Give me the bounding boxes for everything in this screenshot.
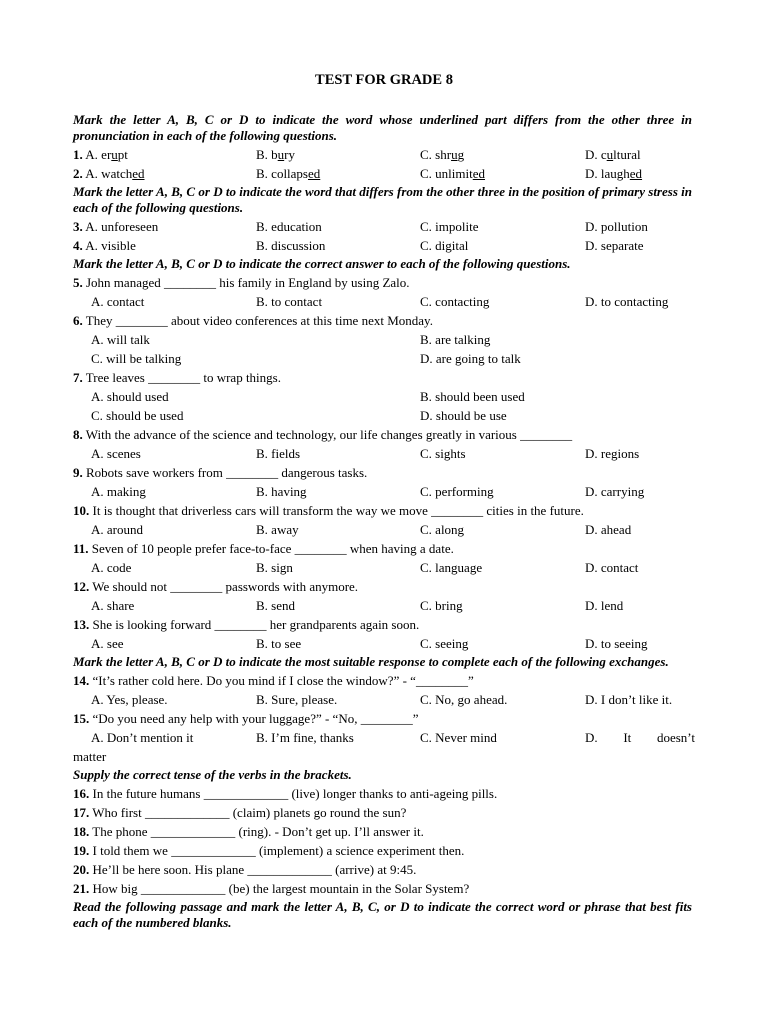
option-a: A. see: [91, 636, 124, 651]
section-instruction-pronunciation: Mark the letter A, B, C or D to indicate the word whose underlined part differs from the other three in pronunciation in each of the following questions.: [73, 112, 692, 143]
question-15-option-d-continued: matter: [73, 749, 107, 764]
option-b: B. discussion: [256, 238, 326, 253]
question-5: 5. John managed ________ his family in England by using Zalo.: [73, 275, 410, 290]
question-12-options: [73, 596, 692, 615]
section-instruction-exchanges: Mark the letter A, B, C or D to indicate the most suitable response to complete each of the following exchanges.: [73, 654, 669, 669]
question-9: 9. Robots save workers from ________ dangerous tasks.: [73, 465, 368, 480]
question-9-options: [73, 482, 692, 501]
option-d: D. cultural: [585, 147, 641, 162]
option-a: A. scenes: [91, 446, 141, 461]
option-b: B. Sure, please.: [256, 692, 338, 707]
option-b: B. send: [256, 598, 295, 613]
option-d: D. lend: [585, 598, 624, 613]
question-14: 14. “It’s rather cold here. Do you mind if I close the window?” - “________”: [73, 673, 474, 688]
question-20: 20. He’ll be here soon. His plane _____________ (arrive) at 9:45.: [73, 862, 417, 877]
option-a: A. should used: [91, 389, 169, 404]
question-13-options: [73, 634, 692, 653]
question-14-options: [73, 690, 692, 709]
question-12: 12. We should not ________ passwords with anymore.: [73, 579, 359, 594]
option-a: 2. A. watched: [73, 166, 145, 181]
option-a: A. Yes, please.: [91, 692, 168, 707]
option-d: D. carrying: [585, 484, 645, 499]
option-b: B. sign: [256, 560, 293, 575]
question-21: 21. How big _____________ (be) the largest mountain in the Solar System?: [73, 881, 470, 896]
option-c: C. digital: [420, 238, 469, 253]
option-b: B. to see: [256, 636, 302, 651]
question-7: 7. Tree leaves ________ to wrap things.: [73, 370, 281, 385]
option-a: A. will talk: [91, 332, 150, 347]
question-15: 15. “Do you need any help with your luggage?” - “No, ________”: [73, 711, 419, 726]
option-c: C. shrug: [420, 147, 465, 162]
option-b: B. bury: [256, 147, 296, 162]
option-d: D. regions: [585, 446, 640, 461]
test-content: [73, 111, 695, 932]
option-b: B. education: [256, 219, 322, 234]
question-19: 19. I told them we _____________ (implement) a science experiment then.: [73, 843, 465, 858]
section-instruction-passage: Read the following passage and mark the letter A, B, C, or D to indicate the correct word or phrase that best fits each of the numbered blanks.: [73, 899, 692, 930]
option-d: D. contact: [585, 560, 639, 575]
option-d: D. separate: [585, 238, 644, 253]
question-5-options: [73, 292, 692, 311]
question-4: [73, 236, 692, 255]
option-d: D. to contacting: [585, 294, 669, 309]
option-c: C. language: [420, 560, 483, 575]
option-c: C. sights: [420, 446, 466, 461]
option-d: D. should be use: [420, 408, 507, 423]
question-16: 16. In the future humans _____________ (live) longer thanks to anti-ageing pills.: [73, 786, 498, 801]
option-b: B. should been used: [420, 389, 525, 404]
option-c: C. bring: [420, 598, 463, 613]
option-a: A. around: [91, 522, 143, 537]
section-instruction-verb-tense: Supply the correct tense of the verbs in the brackets.: [73, 767, 352, 782]
option-b: B. having: [256, 484, 307, 499]
option-d: D. ahead: [585, 522, 632, 537]
option-d: D. to seeing: [585, 636, 648, 651]
question-3: [73, 217, 692, 236]
section-instruction-stress: Mark the letter A, B, C or D to indicate the word that differs from the other three in the position of primary stress in each of the following questions.: [73, 184, 692, 215]
question-6-options-row1: [73, 330, 692, 349]
option-d: D. It doesn’t: [585, 730, 695, 745]
question-13: 13. She is looking forward ________ her grandparents again soon.: [73, 617, 420, 632]
option-b: B. are talking: [420, 332, 491, 347]
question-7-options-row2: [73, 406, 692, 425]
option-d: D. I don’t like it.: [585, 692, 673, 707]
option-a: A. share: [91, 598, 135, 613]
option-c: C. impolite: [420, 219, 479, 234]
option-b: B. collapsed: [256, 166, 321, 181]
question-17: 17. Who first _____________ (claim) planets go round the sun?: [73, 805, 407, 820]
question-6-options-row2: [73, 349, 692, 368]
question-7-options-row1: [73, 387, 692, 406]
option-d: D. laughed: [585, 166, 643, 181]
option-c: C. seeing: [420, 636, 469, 651]
question-11: 11. Seven of 10 people prefer face-to-face ________ when having a date.: [73, 541, 454, 556]
option-c: C. contacting: [420, 294, 490, 309]
question-1: [73, 145, 692, 164]
question-11-options: [73, 558, 692, 577]
option-c: C. performing: [420, 484, 494, 499]
option-a: A. contact: [91, 294, 145, 309]
question-10: 10. It is thought that driverless cars will transform the way we move ________ cities in the future.: [73, 503, 584, 518]
option-b: B. I’m fine, thanks: [256, 730, 354, 745]
option-c: C. No, go ahead.: [420, 692, 508, 707]
page-title: TEST FOR GRADE 8: [315, 72, 453, 88]
option-d: D. pollution: [585, 219, 648, 234]
option-a: 1. A. erupt: [73, 147, 128, 162]
option-a: 3. A. unforeseen: [73, 219, 159, 234]
option-b: B. away: [256, 522, 299, 537]
question-6: 6. They ________ about video conferences at this time next Monday.: [73, 313, 433, 328]
option-c: C. Never mind: [420, 730, 497, 745]
option-c: C. unlimited: [420, 166, 486, 181]
question-18: 18. The phone _____________ (ring). - Don’t get up. I’ll answer it.: [73, 824, 424, 839]
option-a: A. code: [91, 560, 132, 575]
option-a: 4. A. visible: [73, 238, 136, 253]
question-15-options: [73, 728, 695, 747]
question-8: 8. With the advance of the science and technology, our life changes greatly in various ________: [73, 427, 573, 442]
question-10-options: [73, 520, 692, 539]
option-c: C. will be talking: [91, 351, 182, 366]
question-2: [73, 164, 692, 183]
section-instruction-multiple-choice: Mark the letter A, B, C or D to indicate the correct answer to each of the following questions.: [73, 256, 571, 271]
option-b: B. to contact: [256, 294, 323, 309]
option-d: D. are going to talk: [420, 351, 521, 366]
option-a: A. Don’t mention it: [91, 730, 194, 745]
option-c: C. along: [420, 522, 465, 537]
question-8-options: [73, 444, 692, 463]
option-b: B. fields: [256, 446, 301, 461]
option-a: A. making: [91, 484, 146, 499]
option-c: C. should be used: [91, 408, 184, 423]
